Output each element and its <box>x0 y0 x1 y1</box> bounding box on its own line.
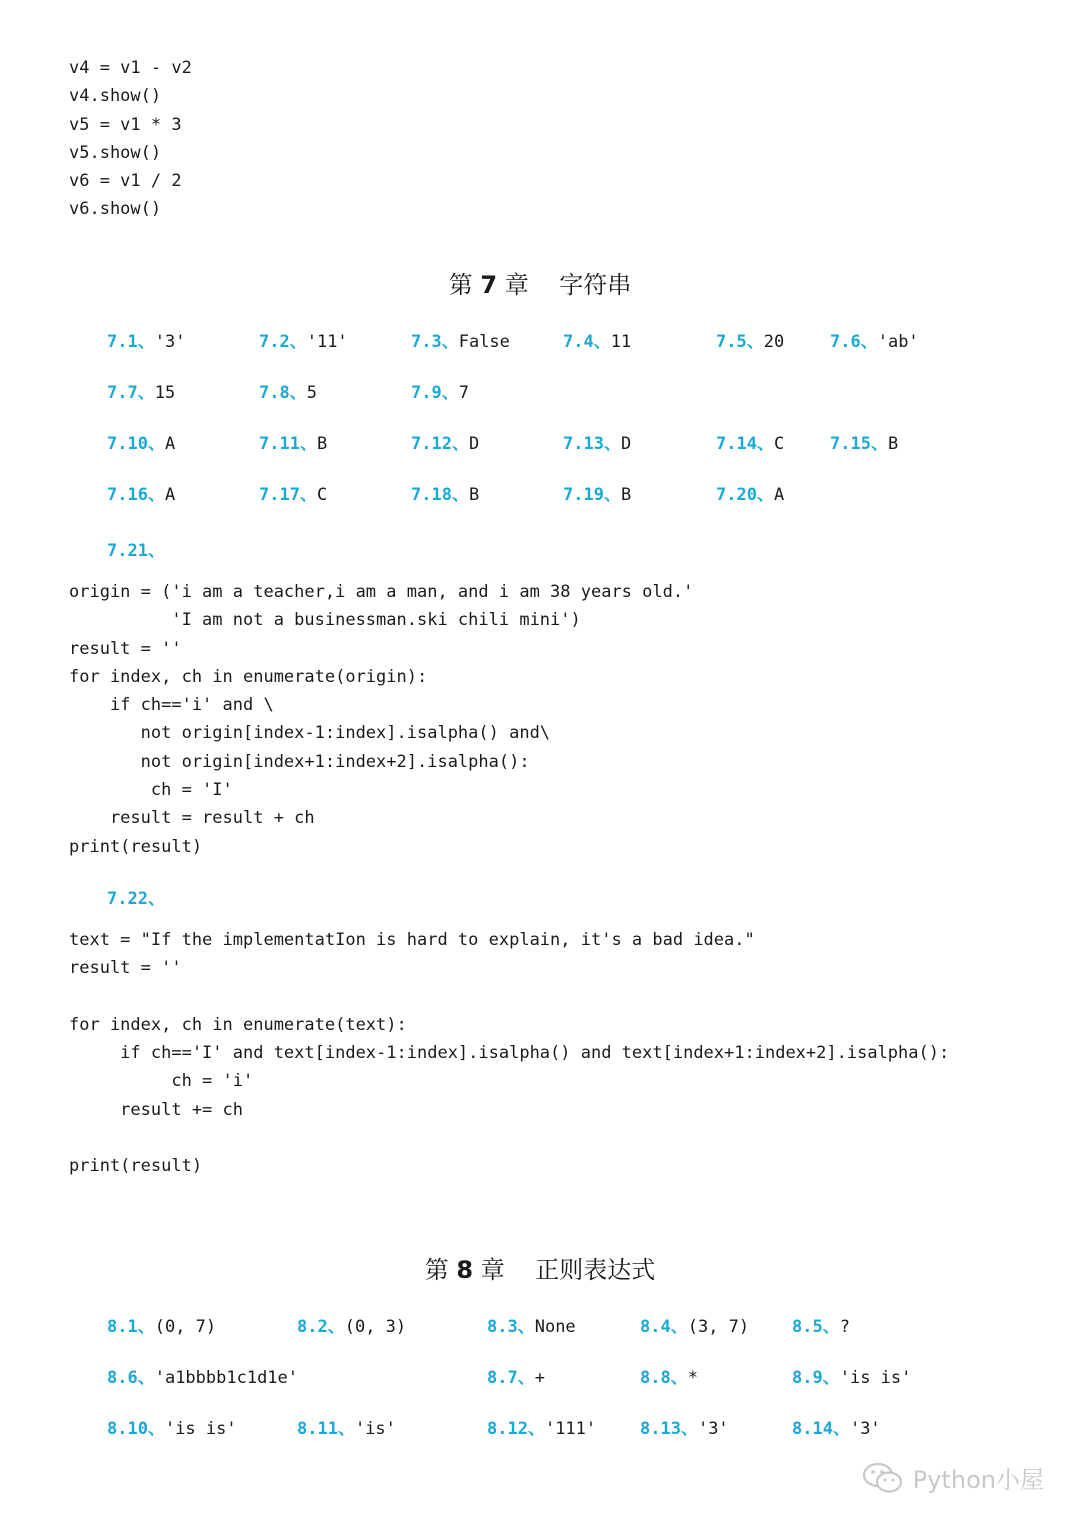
answer-value: ? <box>839 1317 850 1337</box>
answer-value: 5 <box>306 383 317 403</box>
answer-key: 7.5、 <box>716 332 764 352</box>
ch7-answer-item <box>563 434 631 454</box>
chapter-prefix: 第 <box>448 271 473 299</box>
answer-value: + <box>534 1368 545 1388</box>
chapter-number: 7 <box>480 271 498 299</box>
answer-value: D <box>620 434 632 454</box>
answer-key: 7.9、 <box>411 383 459 403</box>
answer-key: 7.6、 <box>830 332 878 352</box>
answer-value: 20 <box>763 332 785 352</box>
chapter-prefix: 第 <box>424 1256 449 1284</box>
answer-key: 8.9、 <box>792 1368 840 1388</box>
ch7-answer-item <box>563 485 631 505</box>
ch8-answer-item <box>297 1317 406 1337</box>
answer-value: A <box>164 434 176 454</box>
ch7-answer-item <box>716 485 784 505</box>
ch8-answer-item <box>640 1419 729 1439</box>
answer-value: 15 <box>154 383 176 403</box>
answer-value: B <box>887 434 899 454</box>
answer-value: 11 <box>610 332 632 352</box>
answer-key: 8.8、 <box>640 1368 688 1388</box>
answer-key: 8.5、 <box>792 1317 840 1337</box>
ch7-answer-item <box>411 434 479 454</box>
answer-value: 'ab' <box>877 332 919 352</box>
ch8-answer-item <box>792 1317 850 1337</box>
chapter-suffix: 章 <box>504 271 529 299</box>
ch7-answer-item <box>107 485 175 505</box>
answer-key: 8.12、 <box>487 1419 545 1439</box>
ch8-answer-item <box>487 1368 545 1388</box>
answer-value: None <box>534 1317 576 1337</box>
ch7-answer-item <box>716 434 784 454</box>
chapter-title: 正则表达式 <box>535 1256 656 1284</box>
answer-key: 8.11、 <box>297 1419 355 1439</box>
answer-key: 8.6、 <box>107 1368 155 1388</box>
ch8-answer-item <box>640 1368 698 1388</box>
ch7-answer-item <box>411 383 469 403</box>
answer-value: B <box>620 485 632 505</box>
ch7-answer-item <box>830 434 898 454</box>
answer-key: 7.7、 <box>107 383 155 403</box>
answer-key: 7.14、 <box>716 434 774 454</box>
answer-key: 7.13、 <box>563 434 621 454</box>
ch7-answer-item <box>259 332 348 352</box>
q721-code-block: origin = ('i am a teacher,i am a man, and i am 38 years old.' 'I am not a businessman.ski chili mini') result = '' for index, ch in enumerate(origin): if ch=='i' and \ not origin[index-1:index].isalpha() and\ not origin[index+1:index+2].isalpha(): ch = 'I' result = result + ch print(result) <box>69 582 694 857</box>
ch8-answer-item <box>792 1419 881 1439</box>
answer-value: C <box>316 485 328 505</box>
answer-key: 8.1、 <box>107 1317 155 1337</box>
ch8-answer-item <box>792 1368 911 1388</box>
answer-key: 7.15、 <box>830 434 888 454</box>
answer-key: 8.10、 <box>107 1419 165 1439</box>
answer-key: 8.7、 <box>487 1368 535 1388</box>
chapter-7-heading <box>0 265 1080 300</box>
chapter-8-heading <box>0 1250 1080 1285</box>
answer-key: 7.1、 <box>107 332 155 352</box>
answer-value: False <box>458 332 510 352</box>
ch7-answer-item <box>259 485 327 505</box>
ch8-answer-item <box>487 1317 576 1337</box>
answer-key: 7.12、 <box>411 434 469 454</box>
answer-key: 7.20、 <box>716 485 774 505</box>
answer-value: 'is is' <box>164 1419 237 1439</box>
ch7-answer-item <box>411 332 510 352</box>
answer-value: '11' <box>306 332 348 352</box>
answer-key: 8.14、 <box>792 1419 850 1439</box>
answer-value: '3' <box>849 1419 881 1439</box>
answer-value: A <box>773 485 785 505</box>
answer-key: 7.17、 <box>259 485 317 505</box>
question-7-22-label: 7.22、 <box>107 889 165 909</box>
answer-key: 7.19、 <box>563 485 621 505</box>
answer-key: 7.3、 <box>411 332 459 352</box>
ch7-answer-item <box>411 485 479 505</box>
ch8-answer-item <box>297 1419 396 1439</box>
answer-key: 7.4、 <box>563 332 611 352</box>
q722-code-block: text = "If the implementatIon is hard to explain, it's a bad idea." result = '' for index, ch in enumerate(text): if ch=='I' and text[index-1:index].isalpha() and text[index+1:index+2].isalpha(): ch = 'i' result += ch print(result) <box>69 930 950 1177</box>
answer-value: (3, 7) <box>687 1317 750 1337</box>
answer-value: 'is' <box>354 1419 396 1439</box>
answer-value: * <box>687 1368 698 1388</box>
question-7-21-label: 7.21、 <box>107 541 165 561</box>
ch7-answer-item <box>107 383 175 403</box>
watermark <box>861 1460 1044 1495</box>
chapter-suffix: 章 <box>480 1256 505 1284</box>
answer-value: B <box>468 485 480 505</box>
answer-value: B <box>316 434 328 454</box>
top-code-block: v4 = v1 - v2 v4.show() v5 = v1 * 3 v5.show() v6 = v1 / 2 v6.show() <box>69 58 192 220</box>
wechat-icon <box>861 1461 905 1495</box>
answer-value: C <box>773 434 785 454</box>
ch8-answer-item <box>487 1419 596 1439</box>
answer-key: 7.10、 <box>107 434 165 454</box>
answer-value: '3' <box>697 1419 729 1439</box>
ch8-answer-item <box>107 1419 237 1439</box>
answer-key: 7.18、 <box>411 485 469 505</box>
answer-value: (0, 3) <box>344 1317 407 1337</box>
answer-key: 7.16、 <box>107 485 165 505</box>
chapter-number: 8 <box>456 1256 474 1284</box>
ch8-answer-item <box>640 1317 749 1337</box>
ch7-answer-item <box>107 434 175 454</box>
answer-key: 7.2、 <box>259 332 307 352</box>
ch7-answer-item <box>259 383 317 403</box>
answer-value: '3' <box>154 332 186 352</box>
answer-value: 'a1bbbb1c1d1e' <box>154 1368 299 1388</box>
ch7-answer-item <box>830 332 919 352</box>
answer-key: 8.4、 <box>640 1317 688 1337</box>
answer-value: D <box>468 434 480 454</box>
answer-value: (0, 7) <box>154 1317 217 1337</box>
ch7-answer-item <box>107 332 185 352</box>
answer-key: 7.11、 <box>259 434 317 454</box>
answer-key: 8.3、 <box>487 1317 535 1337</box>
answer-key: 7.8、 <box>259 383 307 403</box>
ch7-answer-item <box>563 332 631 352</box>
answer-value: '111' <box>544 1419 597 1439</box>
answer-key: 8.2、 <box>297 1317 345 1337</box>
answer-value: 7 <box>458 383 469 403</box>
ch7-answer-item <box>716 332 784 352</box>
ch8-answer-item <box>107 1317 216 1337</box>
answer-value: 'is is' <box>839 1368 912 1388</box>
answer-value: A <box>164 485 176 505</box>
ch8-answer-item <box>107 1368 298 1388</box>
chapter-title: 字符串 <box>559 271 632 299</box>
ch7-answer-item <box>259 434 327 454</box>
watermark-text: Python小屋 <box>912 1466 1044 1494</box>
answer-key: 8.13、 <box>640 1419 698 1439</box>
